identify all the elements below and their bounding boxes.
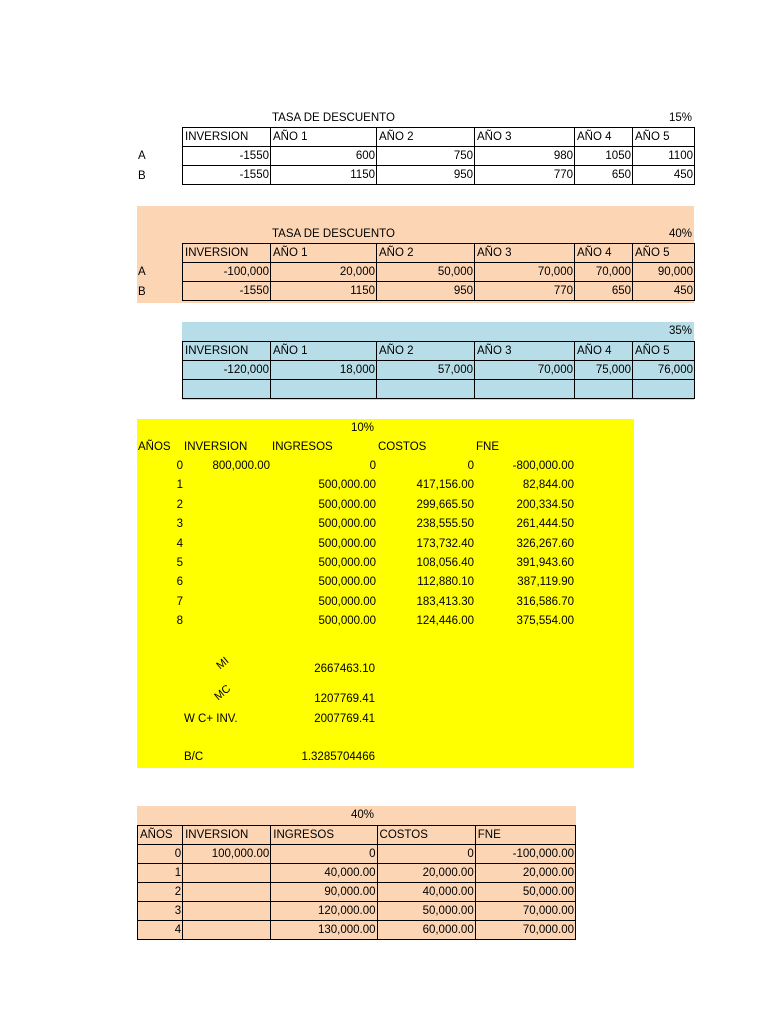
table-cell: 0	[138, 845, 183, 864]
table-cell: 0	[271, 845, 377, 864]
t2-header-cell: AÑO 1	[271, 244, 377, 263]
t5-rate-value: 40%	[350, 809, 374, 821]
table-cell: 1	[138, 864, 183, 883]
table-cell: 1150	[271, 282, 377, 301]
t4-cell: 124,446.00	[416, 615, 474, 628]
t4-wc-label: W C+ INV.	[184, 713, 238, 725]
table-cell	[633, 380, 695, 399]
t2-header-row	[183, 244, 695, 263]
table-cell: 60,000.00	[377, 921, 475, 940]
t4-rate-value: 10%	[350, 422, 374, 434]
table-cell	[183, 883, 271, 902]
t4-cell: 391,943.60	[516, 557, 574, 569]
table-cell: 1100	[633, 147, 695, 166]
t3-grid	[182, 341, 695, 399]
table-cell: 20,000	[271, 263, 377, 282]
t4-cell: 238,555.50	[416, 518, 474, 531]
t4-cell: 112,880.10	[417, 576, 474, 589]
t4-cell: 500,000.00	[318, 576, 376, 589]
t1-row-label-b: B	[138, 170, 146, 182]
table-cell: 75,000	[575, 361, 633, 380]
t4-cell: 375,554.00	[516, 615, 574, 628]
t4-cell: 8	[176, 615, 183, 628]
t4-cell	[184, 515, 270, 534]
t2-rate-label: TASA DE DESCUENTO	[272, 228, 395, 240]
t4-cell: 0	[467, 460, 474, 472]
t4-cell: 326,267.60	[516, 537, 574, 550]
t4-cell: 7	[176, 595, 183, 608]
t4-header-inversion: INVERSION	[184, 441, 248, 453]
t4-cell: 4	[176, 537, 183, 550]
t2-header-cell: AÑO 5	[633, 244, 695, 263]
table-cell	[183, 902, 271, 921]
t4-cell: 500,000.00	[318, 595, 376, 608]
table-cell: 50,000.00	[377, 902, 475, 921]
table-cell: -120,000	[183, 361, 271, 380]
t4-cell: 299,665.50	[416, 498, 474, 511]
table-cell	[183, 921, 271, 940]
table-cell: 100,000.00	[183, 845, 271, 864]
t4-mc-label: MC	[212, 682, 234, 703]
t4-mi-value: 2667463.10	[314, 663, 375, 675]
t4-bc-label: B/C	[184, 751, 204, 763]
t4-cell: 417,156.00	[416, 479, 474, 492]
table-cell: 0	[377, 845, 475, 864]
t4-header-costos: COSTOS	[378, 441, 427, 453]
t4-cell: 500,000.00	[318, 518, 376, 531]
t3-header-cell: AÑO 2	[377, 342, 475, 361]
table-cell: 18,000	[271, 361, 377, 380]
t4-cell: 3	[176, 518, 183, 531]
table-cell: 57,000	[377, 361, 475, 380]
t1-header-row	[183, 128, 695, 147]
table-cell: 70,000	[575, 263, 633, 282]
table-cell: -100,000	[183, 263, 271, 282]
t4-cell: 0	[369, 460, 376, 472]
table-cell: 4	[138, 921, 183, 940]
table-cell: 3	[138, 902, 183, 921]
t4-cell: 387,119.90	[517, 576, 574, 589]
table-cell: -1550	[183, 166, 271, 185]
table-cell: 70,000.00	[475, 921, 575, 940]
t4-header-ingresos: INGRESOS	[272, 441, 333, 453]
table-cell: 950	[377, 166, 475, 185]
t3-header-cell: AÑO 3	[475, 342, 575, 361]
table-row-empty	[183, 380, 695, 399]
table-cell: 750	[377, 147, 475, 166]
t5-header-cell: COSTOS	[377, 826, 475, 845]
table-cell: 76,000	[633, 361, 695, 380]
table-cell: 40,000.00	[377, 883, 475, 902]
table-cell: 770	[475, 282, 575, 301]
t4-cell: 173,732.40	[416, 537, 474, 550]
table-cell: 90,000	[633, 263, 695, 282]
table-row	[138, 883, 576, 902]
t4-mi-label: MI	[214, 654, 232, 672]
t3-header-cell: AÑO 4	[575, 342, 633, 361]
t4-cell	[184, 612, 270, 631]
table-row	[138, 864, 576, 883]
t4-cell: 0	[176, 460, 183, 472]
t4-cell: 500,000.00	[318, 498, 376, 511]
table-row	[183, 147, 695, 166]
table-cell: 70,000.00	[475, 902, 575, 921]
t2-header-cell: AÑO 2	[377, 244, 475, 263]
t2-header-cell: INVERSION	[183, 244, 271, 263]
t5-header-row	[138, 826, 576, 845]
table-cell: 1050	[575, 147, 633, 166]
t4-cell	[184, 573, 270, 592]
t5-header-cell: AÑOS	[138, 826, 183, 845]
table-cell: 70,000	[475, 263, 575, 282]
table-cell: 50,000	[377, 263, 475, 282]
t1-header-cell: AÑO 4	[575, 128, 633, 147]
table-cell: 20,000.00	[475, 864, 575, 883]
t4-cell: 183,413.30	[416, 595, 474, 608]
t5-header-cell: FNE	[475, 826, 575, 845]
table-row	[183, 282, 695, 301]
t4-cell: 500,000.00	[318, 557, 376, 569]
table-cell: 980	[475, 147, 575, 166]
t4-mc-value: 1207769.41	[314, 693, 375, 705]
t3-header-cell: AÑO 5	[633, 342, 695, 361]
t4-cell	[184, 554, 270, 573]
table-cell: -1550	[183, 147, 271, 166]
t1-header-cell: INVERSION	[183, 128, 271, 147]
table-cell: 70,000	[475, 361, 575, 380]
table-cell: 450	[633, 282, 695, 301]
table-cell	[575, 380, 633, 399]
t1-rate-label: TASA DE DESCUENTO	[272, 112, 395, 124]
table-cell: 130,000.00	[271, 921, 377, 940]
t4-cell: 200,334.50	[516, 498, 574, 511]
t4-cell: 261,444.50	[516, 518, 574, 531]
table-cell: 120,000.00	[271, 902, 377, 921]
t4-cell	[184, 593, 270, 612]
table-cell	[377, 380, 475, 399]
t4-cell: 5	[176, 557, 183, 569]
t4-bc-value: 1.3285704466	[301, 751, 375, 763]
t1-rate-value: 15%	[668, 112, 692, 124]
table-cell: 90,000.00	[271, 883, 377, 902]
table-cell: -100,000.00	[475, 845, 575, 864]
table-cell	[271, 380, 377, 399]
t4-cell: 500,000.00	[318, 479, 376, 492]
t1-header-cell: AÑO 3	[475, 128, 575, 147]
table-row	[183, 263, 695, 282]
t4-cell: 6	[176, 576, 183, 589]
t5-header-cell: INGRESOS	[271, 826, 377, 845]
t3-rate-value: 35%	[668, 325, 692, 337]
table-cell	[183, 864, 271, 883]
t2-header-cell: AÑO 4	[575, 244, 633, 263]
t4-header-fne: FNE	[476, 441, 499, 453]
table-cell	[475, 380, 575, 399]
table-cell: 950	[377, 282, 475, 301]
table-row	[138, 902, 576, 921]
table-cell: 20,000.00	[377, 864, 475, 883]
t2-rate-value: 40%	[668, 228, 692, 240]
table-row	[183, 166, 695, 185]
t4-cell: -800,000.00	[512, 460, 574, 472]
t4-cell: 1	[176, 479, 183, 492]
t1-header-cell: AÑO 1	[271, 128, 377, 147]
t3-header-cell: INVERSION	[183, 342, 271, 361]
table-cell	[183, 380, 271, 399]
t1-header-cell: AÑO 5	[633, 128, 695, 147]
t2-row-label-b: B	[138, 286, 146, 298]
t2-header-cell: AÑO 3	[475, 244, 575, 263]
t1-row-label-a: A	[138, 150, 146, 162]
t4-cell	[184, 535, 270, 554]
t3-header-row	[183, 342, 695, 361]
t4-cell: 82,844.00	[522, 479, 574, 492]
t3-header-cell: AÑO 1	[271, 342, 377, 361]
t4-cell: 500,000.00	[318, 537, 376, 550]
table-row	[138, 845, 576, 864]
t1-header-cell: AÑO 2	[377, 128, 475, 147]
table-cell: 1150	[271, 166, 377, 185]
table-cell: 2	[138, 883, 183, 902]
t4-cell	[184, 496, 270, 515]
t4-cell: 2	[176, 498, 183, 511]
t2-row-label-a: A	[138, 266, 146, 278]
t4-wc-value: 2007769.41	[314, 713, 375, 725]
t1-grid	[182, 127, 695, 185]
t4-cell: 800,000.00	[212, 460, 270, 472]
t4-cell	[184, 476, 270, 495]
table-cell: 50,000.00	[475, 883, 575, 902]
table-cell: 650	[575, 166, 633, 185]
t5-grid	[137, 825, 576, 940]
table-row	[138, 921, 576, 940]
table-row	[183, 361, 695, 380]
t5-header-cell: INVERSION	[183, 826, 271, 845]
table-cell: 40,000.00	[271, 864, 377, 883]
table-cell: -1550	[183, 282, 271, 301]
table-cell: 450	[633, 166, 695, 185]
table-cell: 770	[475, 166, 575, 185]
table-cell: 600	[271, 147, 377, 166]
t4-cell: 500,000.00	[318, 615, 376, 628]
t4-header-anos: AÑOS	[138, 441, 171, 453]
t2-grid	[182, 243, 695, 301]
t4-cell: 316,586.70	[516, 595, 574, 608]
t4-cell: 108,056.40	[416, 557, 474, 569]
table-cell: 650	[575, 282, 633, 301]
